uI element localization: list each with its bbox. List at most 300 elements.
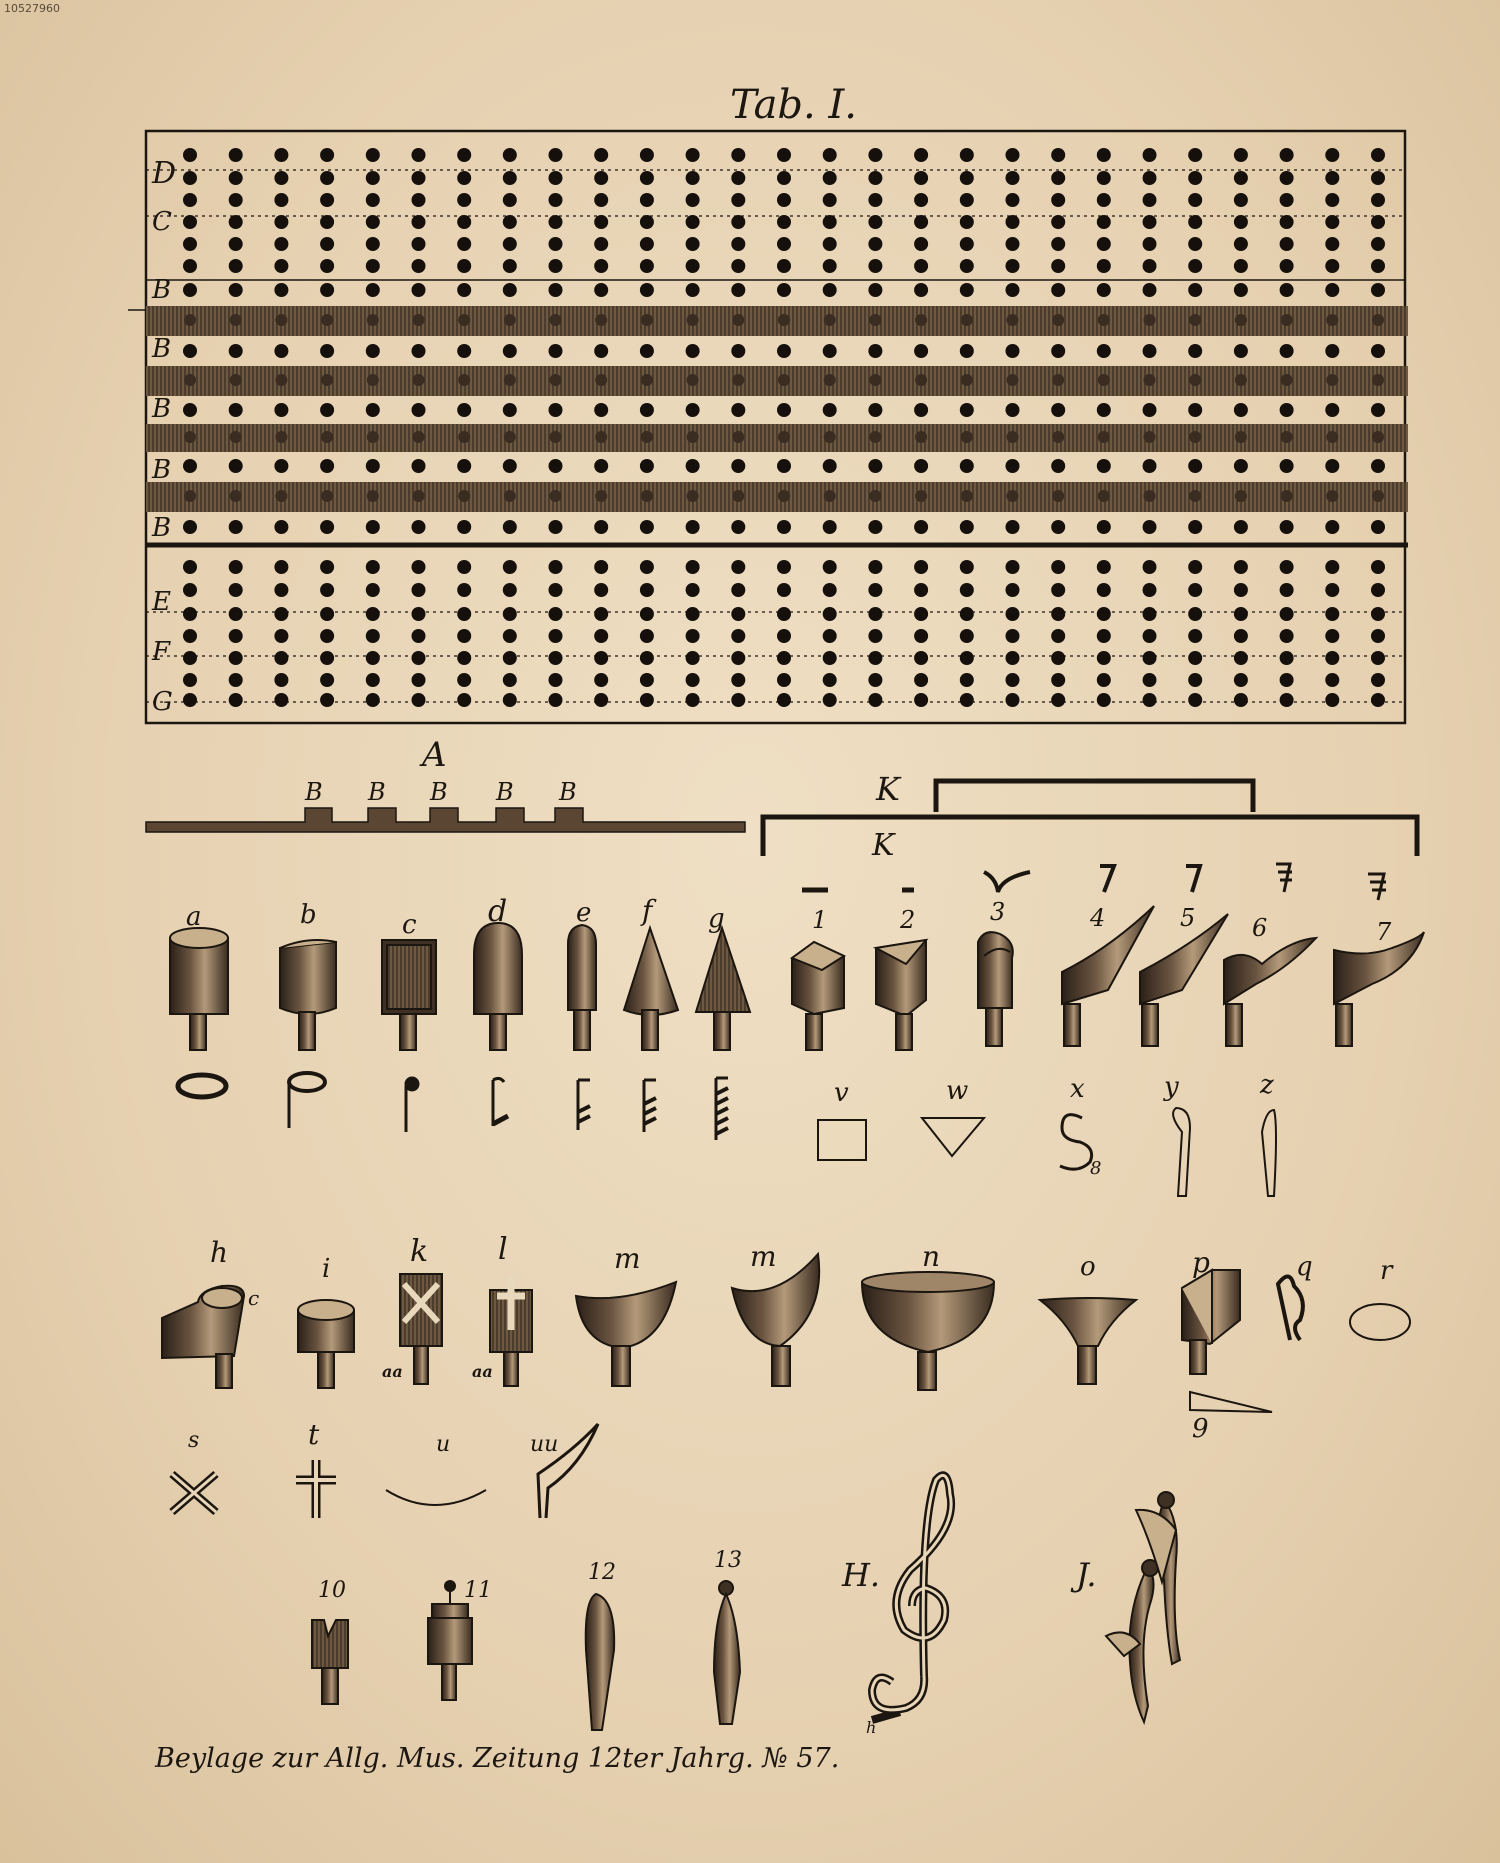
peg-hole (1234, 403, 1248, 417)
peg-hole (320, 607, 334, 621)
peg-hole (1143, 148, 1157, 162)
peg-hole (777, 693, 791, 707)
peg-hole (1097, 673, 1111, 687)
peg-hole (594, 459, 608, 473)
label-b: b (300, 900, 317, 930)
peg-hole (777, 520, 791, 534)
peg-hole (1006, 344, 1020, 358)
peg-hole (1188, 403, 1202, 417)
peg-hole (1097, 171, 1111, 185)
peg-hole (1325, 673, 1339, 687)
row-label: B (152, 275, 172, 305)
peg-hole (412, 403, 426, 417)
peg-hole (229, 237, 243, 251)
peg-hole (366, 171, 380, 185)
pin-c (382, 940, 436, 1050)
peg-hole (824, 431, 836, 443)
peg-hole (274, 583, 288, 597)
pin-5 (1140, 866, 1228, 1046)
peg-hole (1188, 693, 1202, 707)
shape-square (818, 1120, 866, 1160)
peg-hole (1280, 583, 1294, 597)
peg-hole (1051, 673, 1065, 687)
peg-hole (868, 259, 882, 273)
shape-plus-cross (296, 1460, 336, 1518)
peg-hole (1051, 148, 1065, 162)
label-p-sub: 9 (1192, 1414, 1209, 1444)
peg-hole (320, 560, 334, 574)
peg-hole (1006, 283, 1020, 297)
peg-hole (686, 607, 700, 621)
peg-hole (366, 193, 380, 207)
peg-hole (1052, 314, 1064, 326)
pin-f (624, 928, 678, 1050)
label-clef-sub: h (866, 1718, 877, 1737)
peg-hole (549, 459, 563, 473)
peg-hole (1097, 583, 1111, 597)
peg-hole (1097, 629, 1111, 643)
peg-hole (823, 560, 837, 574)
peg-hole (1325, 259, 1339, 273)
peg-hole (824, 314, 836, 326)
peg-hole (367, 431, 379, 443)
peg-hole (778, 490, 790, 502)
peg-hole (594, 520, 608, 534)
peg-hole (1280, 520, 1294, 534)
peg-hole (914, 344, 928, 358)
peg-hole (413, 314, 425, 326)
peg-hole (549, 148, 563, 162)
peg-hole (731, 148, 745, 162)
peg-hole (230, 374, 242, 386)
peg-hole (320, 673, 334, 687)
peg-hole (961, 314, 973, 326)
peg-hole (1189, 374, 1201, 386)
peg-hole (457, 237, 471, 251)
peg-hole (1097, 148, 1111, 162)
peg-hole (183, 629, 197, 643)
peg-hole (960, 403, 974, 417)
peg-hole (1371, 459, 1385, 473)
peg-hole (1281, 431, 1293, 443)
peg-hole (1280, 215, 1294, 229)
peg-hole (1007, 314, 1019, 326)
peg-hole (640, 673, 654, 687)
peg-hole (1372, 431, 1384, 443)
peg-hole (1280, 259, 1294, 273)
note-symbols (178, 1073, 1276, 1196)
peg-hole (550, 374, 562, 386)
bracket-label-upper: K (876, 770, 900, 808)
peg-hole (823, 403, 837, 417)
peg-hole (1097, 459, 1111, 473)
pin-12 (586, 1594, 614, 1730)
peg-hole (686, 693, 700, 707)
row1-pins (170, 864, 1424, 1050)
peg-hole (823, 520, 837, 534)
peg-hole (1006, 215, 1020, 229)
peg-hole (594, 283, 608, 297)
peg-hole (823, 237, 837, 251)
peg-hole (503, 148, 517, 162)
peg-hole (640, 629, 654, 643)
label-11: 11 (464, 1578, 492, 1603)
peg-hole (412, 259, 426, 273)
peg-hole (594, 651, 608, 665)
peg-hole (1097, 237, 1111, 251)
peg-hole (184, 374, 196, 386)
pin-m2 (732, 1254, 819, 1386)
peg-hole (274, 403, 288, 417)
peg-hole (1234, 193, 1248, 207)
peg-hole (1325, 344, 1339, 358)
peg-hole (594, 583, 608, 597)
note-32nd (644, 1080, 656, 1132)
peg-hole (915, 314, 927, 326)
peg-hole (550, 490, 562, 502)
peg-hole (731, 283, 745, 297)
peg-hole (275, 374, 287, 386)
peg-hole (824, 490, 836, 502)
peg-hole (183, 459, 197, 473)
peg-hole (1325, 583, 1339, 597)
peg-hole (1234, 259, 1248, 273)
peg-hole (230, 314, 242, 326)
peg-hole (1188, 344, 1202, 358)
peg-hole (320, 237, 334, 251)
peg-hole (914, 148, 928, 162)
shape-x-cross (172, 1474, 216, 1512)
peg-hole (1143, 693, 1157, 707)
peg-hole (915, 431, 927, 443)
peg-hole (457, 693, 471, 707)
peg-hole (594, 629, 608, 643)
peg-hole (549, 237, 563, 251)
peg-hole (274, 171, 288, 185)
peg-hole (640, 560, 654, 574)
peg-hole (1188, 283, 1202, 297)
peg-hole (503, 651, 517, 665)
peg-hole (960, 171, 974, 185)
peg-hole (412, 520, 426, 534)
peg-hole (868, 607, 882, 621)
peg-hole (366, 283, 380, 297)
peg-hole (823, 693, 837, 707)
peg-hole (594, 148, 608, 162)
row-label: C (152, 207, 172, 237)
peg-hole (914, 520, 928, 534)
peg-hole (549, 693, 563, 707)
label-w: w (946, 1076, 969, 1106)
peg-hole (960, 560, 974, 574)
peg-hole (731, 237, 745, 251)
peg-hole (1280, 403, 1294, 417)
peg-hole (229, 344, 243, 358)
peg-hole (1051, 629, 1065, 643)
pin-h (162, 1286, 244, 1388)
row-label: D (152, 156, 177, 191)
pin-l (490, 1276, 532, 1386)
peg-hole (1371, 215, 1385, 229)
peg-hole (640, 607, 654, 621)
peg-hole (640, 237, 654, 251)
peg-hole (961, 374, 973, 386)
peg-hole (320, 459, 334, 473)
peg-hole (914, 560, 928, 574)
peg-hole (503, 171, 517, 185)
peg-hole (1325, 651, 1339, 665)
peg-hole (412, 629, 426, 643)
label-4: 4 (1090, 904, 1106, 932)
peg-hole (458, 314, 470, 326)
peg-hole (1371, 583, 1385, 597)
peg-hole (686, 193, 700, 207)
peg-hole (183, 673, 197, 687)
peg-hole (1325, 237, 1339, 251)
peg-hole (503, 344, 517, 358)
peg-hole (915, 490, 927, 502)
shape-arc (386, 1490, 486, 1505)
peg-hole (274, 651, 288, 665)
shape-s-curve (1060, 1115, 1092, 1170)
peg-hole (686, 673, 700, 687)
peg-hole (1144, 374, 1156, 386)
peg-hole (868, 629, 882, 643)
peg-hole (1051, 259, 1065, 273)
peg-hole (869, 431, 881, 443)
peg-hole (457, 148, 471, 162)
peg-hole (183, 520, 197, 534)
peg-hole (274, 283, 288, 297)
pin-i (298, 1300, 354, 1388)
peg-hole (687, 374, 699, 386)
peg-hole (503, 560, 517, 574)
peg-hole (777, 651, 791, 665)
peg-hole (914, 673, 928, 687)
peg-hole (320, 651, 334, 665)
peg-hole (504, 431, 516, 443)
peg-hole (1235, 374, 1247, 386)
peg-hole (183, 283, 197, 297)
label-figure-j: J. (1076, 1556, 1097, 1594)
peg-hole (594, 171, 608, 185)
peg-hole (731, 344, 745, 358)
peg-hole (1235, 431, 1247, 443)
peg-hole (366, 673, 380, 687)
peg-hole (549, 215, 563, 229)
row-label: G (152, 687, 173, 717)
peg-hole (778, 314, 790, 326)
peg-hole (961, 490, 973, 502)
peg-hole (366, 651, 380, 665)
peg-hole (640, 459, 654, 473)
label-s: s (188, 1428, 200, 1453)
peg-hole (1097, 607, 1111, 621)
peg-hole (594, 403, 608, 417)
peg-hole (1006, 629, 1020, 643)
row-label: B (152, 455, 172, 485)
peg-hole (1143, 283, 1157, 297)
pin-6 (1224, 864, 1316, 1046)
peg-hole (367, 374, 379, 386)
peg-hole (1371, 171, 1385, 185)
peg-hole (1280, 344, 1294, 358)
peg-hole (1280, 283, 1294, 297)
peg-hole (1234, 171, 1248, 185)
peg-hole (1325, 459, 1339, 473)
peg-hole (229, 693, 243, 707)
peg-hole (549, 344, 563, 358)
peg-hole (1325, 193, 1339, 207)
peg-hole (412, 283, 426, 297)
peg-hole (914, 259, 928, 273)
peg-hole (229, 215, 243, 229)
peg-hole (640, 583, 654, 597)
peg-hole (1371, 148, 1385, 162)
peg-hole (1281, 490, 1293, 502)
peg-hole (1097, 693, 1111, 707)
peg-hole (595, 374, 607, 386)
peg-hole (1051, 215, 1065, 229)
peg-hole (503, 215, 517, 229)
peg-hole (503, 193, 517, 207)
peg-hole (686, 403, 700, 417)
peg-hole (1097, 560, 1111, 574)
peg-hole (457, 560, 471, 574)
peg-hole (823, 283, 837, 297)
peg-hole (1188, 673, 1202, 687)
peg-hole (457, 171, 471, 185)
peg-hole (595, 490, 607, 502)
peg-hole (868, 171, 882, 185)
peg-hole (458, 490, 470, 502)
peg-hole (823, 583, 837, 597)
peg-hole (275, 314, 287, 326)
peg-hole (229, 148, 243, 162)
peg-hole (503, 607, 517, 621)
peg-hole (731, 673, 745, 687)
peg-hole (1051, 344, 1065, 358)
peg-hole (1234, 693, 1248, 707)
peg-hole (914, 629, 928, 643)
peg-hole (504, 314, 516, 326)
peg-hole (229, 607, 243, 621)
peg-hole (1051, 459, 1065, 473)
peg-hole (504, 490, 516, 502)
peg-hole (457, 259, 471, 273)
peg-hole (274, 560, 288, 574)
peg-hole (183, 560, 197, 574)
peg-hole (914, 693, 928, 707)
peg-hole (777, 629, 791, 643)
peg-hole (868, 215, 882, 229)
peg-hole (412, 237, 426, 251)
peg-hole (960, 629, 974, 643)
peg-hole (1280, 237, 1294, 251)
peg-hole (275, 490, 287, 502)
peg-hole (960, 193, 974, 207)
peg-hole (1097, 259, 1111, 273)
peg-hole (640, 283, 654, 297)
peg-hole (1143, 651, 1157, 665)
label-v: v (834, 1078, 849, 1108)
peg-hole (1371, 344, 1385, 358)
bump-label: B (305, 778, 323, 806)
peg-hole (640, 344, 654, 358)
peg-hole (1188, 237, 1202, 251)
label-r: r (1380, 1256, 1393, 1286)
pin-o (1040, 1298, 1136, 1384)
peg-hole (731, 607, 745, 621)
peg-hole (1051, 607, 1065, 621)
peg-hole (1144, 490, 1156, 502)
peg-hole (503, 283, 517, 297)
peg-hole (1143, 344, 1157, 358)
peg-hole (686, 171, 700, 185)
k-brackets (763, 781, 1417, 856)
peg-hole (183, 583, 197, 597)
peg-hole (594, 607, 608, 621)
peg-hole (549, 283, 563, 297)
label-l: l (498, 1232, 508, 1267)
peg-hole (229, 193, 243, 207)
peg-hole (412, 607, 426, 621)
peg-hole (413, 431, 425, 443)
peg-hole (549, 583, 563, 597)
bracket-label-lower: K (872, 828, 895, 863)
peg-hole (412, 148, 426, 162)
peg-hole (868, 520, 882, 534)
peg-hole (1006, 237, 1020, 251)
bump-label: B (430, 778, 448, 806)
label-aa-k: aa (382, 1362, 403, 1381)
peg-hole (640, 693, 654, 707)
peg-hole (458, 431, 470, 443)
peg-hole (1051, 560, 1065, 574)
peg-hole (641, 431, 653, 443)
peg-hole (1006, 673, 1020, 687)
peg-hole (777, 148, 791, 162)
shape-teardrop (1262, 1110, 1276, 1196)
peg-hole (457, 629, 471, 643)
peg-hole (869, 374, 881, 386)
label-a: a (186, 902, 202, 932)
peg-hole (640, 259, 654, 273)
peg-hole (1325, 607, 1339, 621)
peg-hole (1280, 171, 1294, 185)
peg-hole (183, 148, 197, 162)
peg-hole (274, 193, 288, 207)
label-clef: H. (842, 1556, 881, 1594)
peg-hole (1006, 560, 1020, 574)
peg-hole (687, 431, 699, 443)
peg-hole (503, 583, 517, 597)
peg-hole (777, 607, 791, 621)
peg-hole (1144, 314, 1156, 326)
peg-hole (412, 693, 426, 707)
peg-hole (458, 374, 470, 386)
peg-hole (823, 215, 837, 229)
peg-hole (183, 651, 197, 665)
peg-hole (777, 283, 791, 297)
peg-hole (686, 259, 700, 273)
peg-hole (1371, 651, 1385, 665)
peg-hole (1371, 259, 1385, 273)
peg-hole (320, 583, 334, 597)
peg-hole (686, 344, 700, 358)
peg-hole (366, 607, 380, 621)
peg-hole (1006, 148, 1020, 162)
